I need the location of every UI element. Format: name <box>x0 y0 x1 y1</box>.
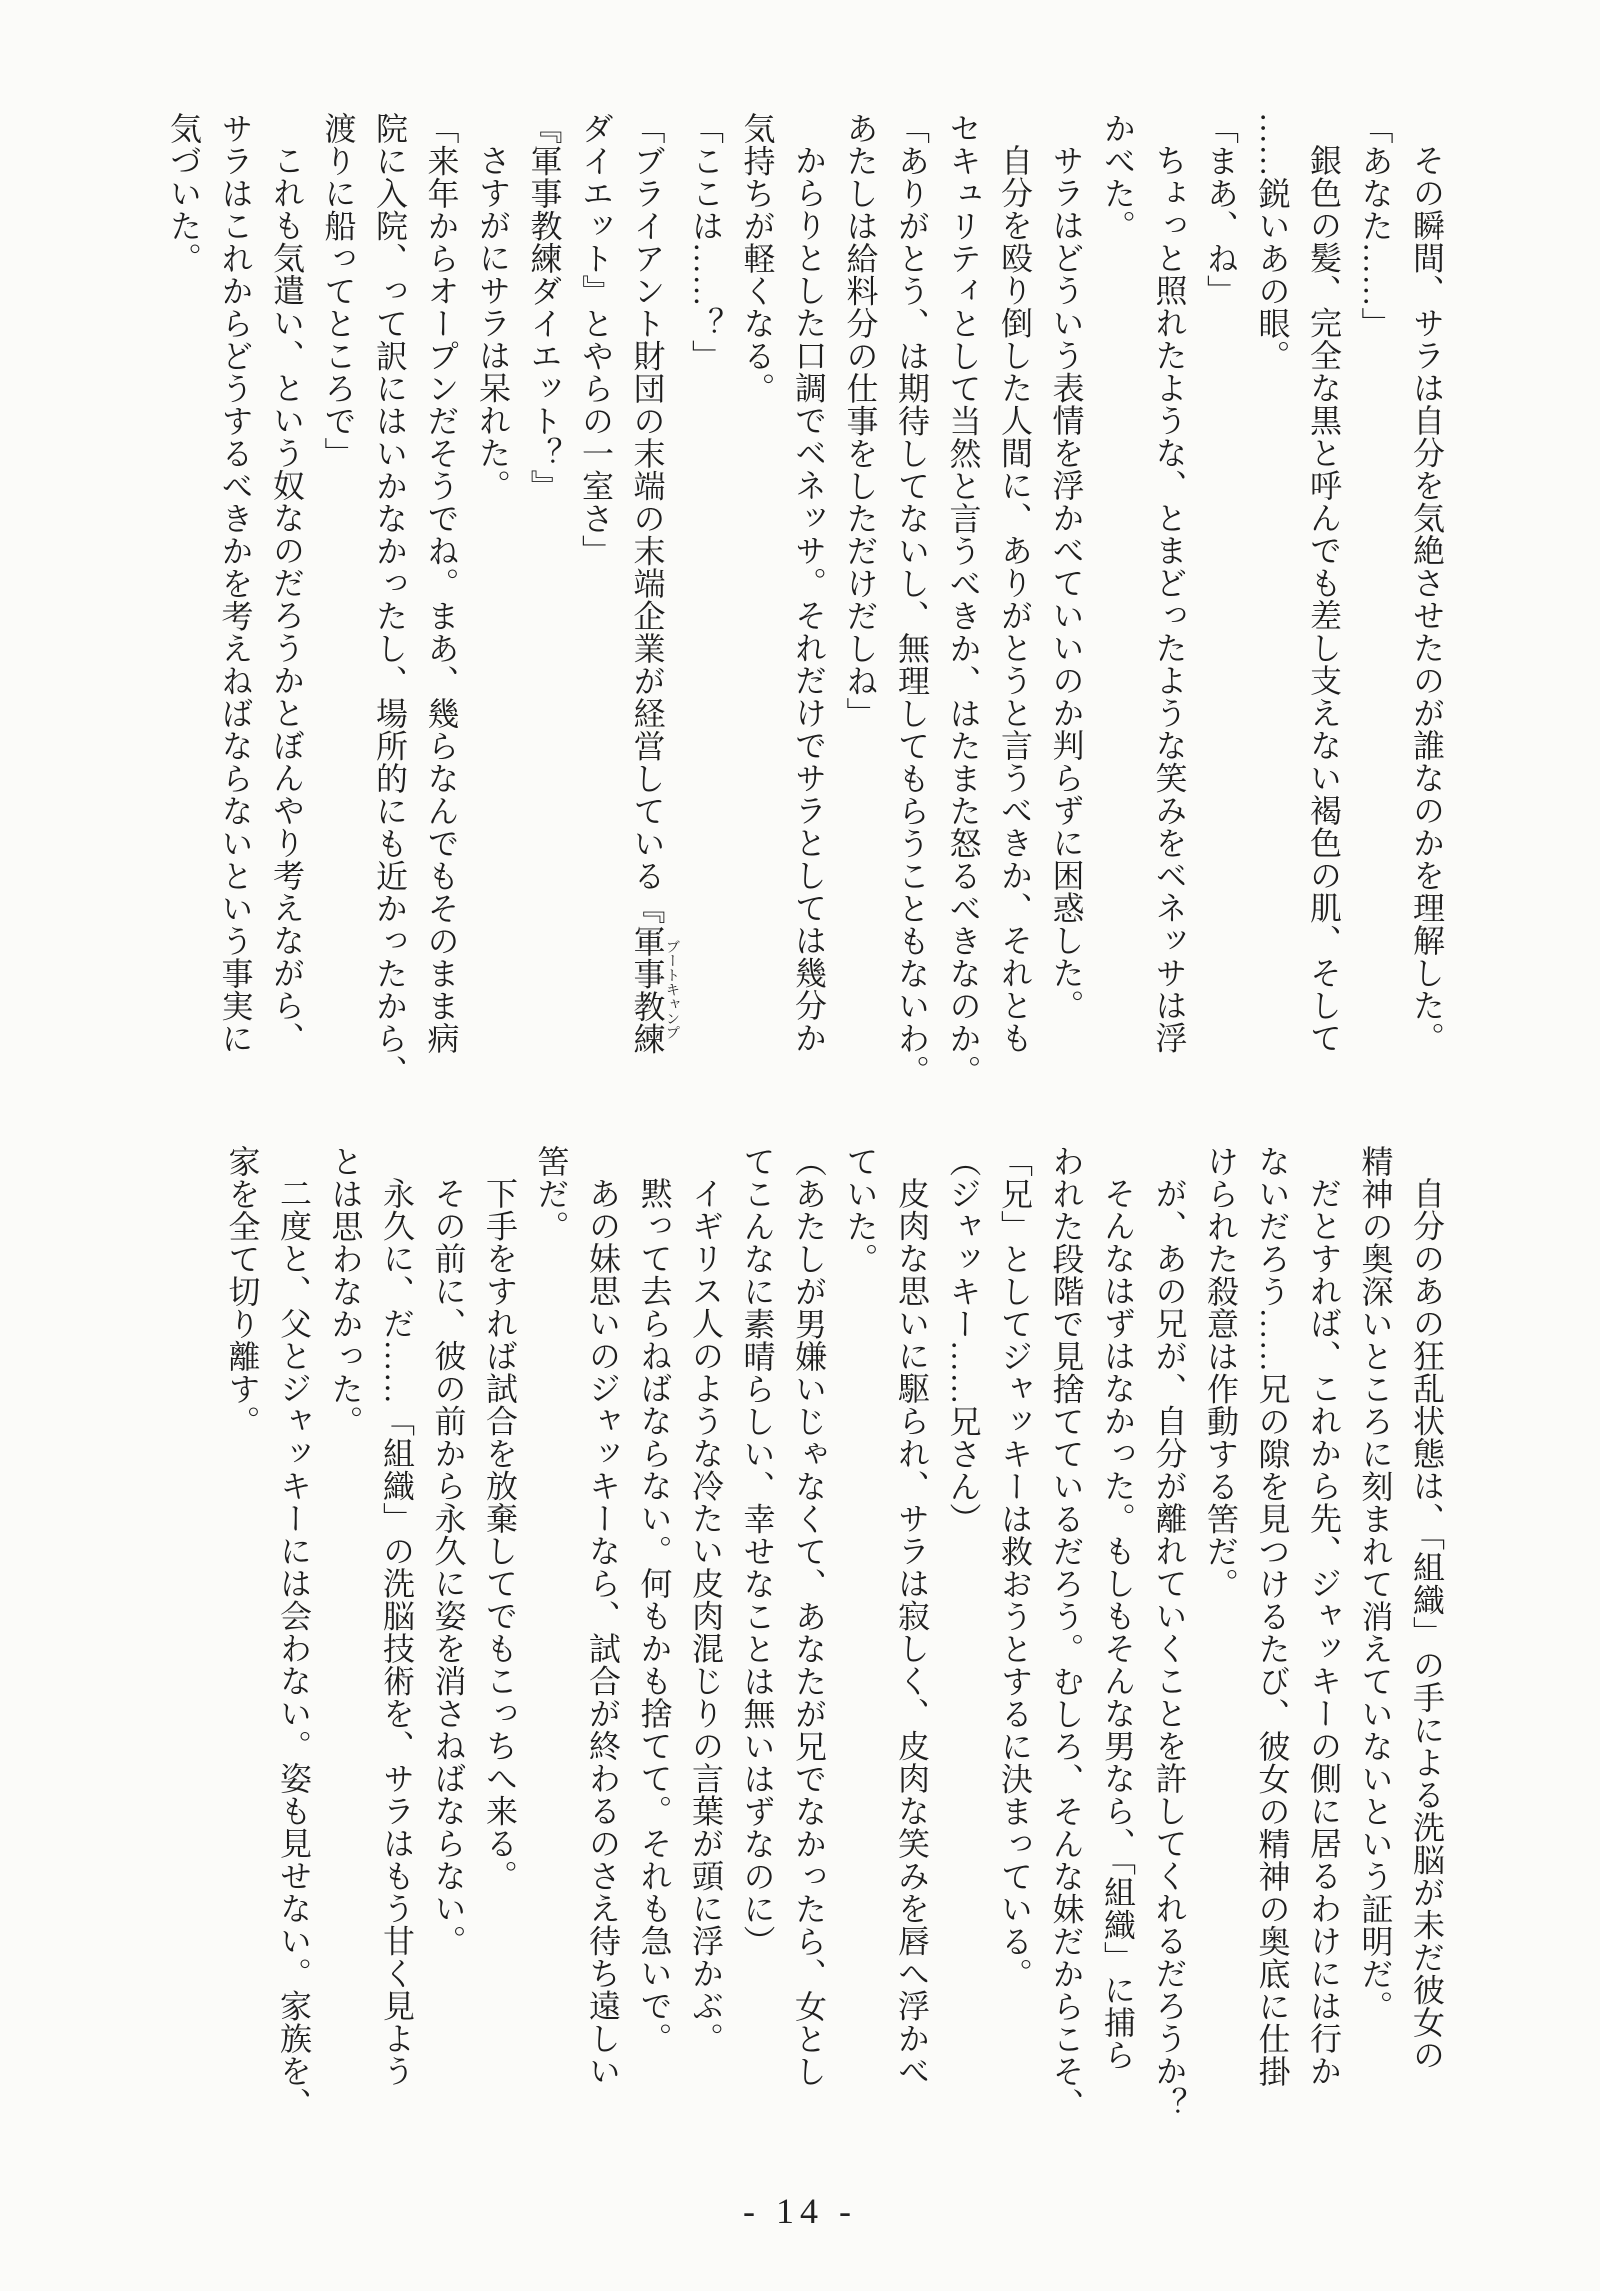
text-column: サラはこれからどうするべきかを考えねばならないという事実に <box>217 112 254 1055</box>
text-column: てこんなに素晴らしい、幸せなことは無いはずなのに） <box>739 1145 776 1958</box>
text-column: セキュリティとして当然と言うべきか、はたまた怒るべきなのか。 <box>945 112 982 1087</box>
text-column: かべた。 <box>1100 112 1136 242</box>
ruby-annotation: 軍事教練ブートキャンプ <box>629 924 680 1055</box>
text-column: そんなはずはなかった。もしもそんな男なら、「組織」に捕ら <box>1100 1177 1136 2071</box>
text-column: サラはどういう表情を浮かべていいのか判らずに困惑した。 <box>1048 144 1085 1022</box>
text-column: 皮肉な思いに駆られ、サラは寂しく、皮肉な笑みを唇へ浮かべ <box>894 1177 930 2087</box>
text-column: あの妹思いのジャッキーなら、試合が終わるのさえ待ち遠しい <box>585 1177 621 2087</box>
text-column: とは思わなかった。 <box>327 1145 364 1438</box>
text-column: 「ブライアント財団の末端の末端企業が経営している『軍事教練ブートキャンプ <box>629 112 680 1055</box>
text-column: ……鋭いあの眼。 <box>1254 112 1291 372</box>
text-column: イギリス人のような冷たい皮肉混じりの言葉が頭に浮かぶ。 <box>688 1177 724 2055</box>
text-column: 「あなた……」 <box>1357 112 1394 340</box>
text-column: 二度と、父とジャッキーには会わない。姿も見せない。家族を、 <box>276 1177 312 2120</box>
text-column: これも気遣い、という奴なのだろうかとぼんやり考えながら、 <box>269 144 305 1054</box>
text-column: 「来年からオープンだそうでね。まあ、幾らなんでもそのまま病 <box>423 112 460 1055</box>
text-column: 『軍事教練ダイエット？』 <box>526 112 563 502</box>
text-block-bottom <box>216 1145 1452 2170</box>
text-column: さすがにサラは呆れた。 <box>475 144 511 502</box>
text-column: その前に、彼の前から永久に姿を消さねばならない。 <box>430 1177 467 1957</box>
text-column: 銀色の髪、完全な黒と呼んでも差し支えない褐色の肌、そして <box>1306 144 1342 1054</box>
text-column: ダイエット』とやらの一室さ」 <box>578 112 614 567</box>
text-column: 下手をすれば試合を放棄してでもこっちへ来る。 <box>482 1177 518 1892</box>
text-column: 永久に、だ……「組織」の洗脳技術を、サラはもう甘く見よう <box>379 1177 415 2087</box>
text-column: からりとした口調でベネッサ。それだけでサラとしては幾分か <box>791 144 827 1054</box>
text-column: ていた。 <box>842 1145 879 1275</box>
text-column: 「ありがとう、は期待してないし、無理してもらうこともないわ。 <box>894 112 930 1087</box>
text-column: （ジャッキー……兄さん） <box>945 1145 982 1535</box>
text-column: 院に入院、って訳にはいかなかったし、場所的にも近かったから、 <box>372 112 408 1087</box>
text-block-top <box>158 112 1453 1102</box>
text-column: 筈だ。 <box>533 1145 570 1243</box>
text-column: 黙って去らねばならない。何もかも捨てて。それも急いで。 <box>636 1177 673 2055</box>
text-column: 自分のあの狂乱状態は、「組織」の手による洗脳が未だ彼女の <box>1409 1177 1445 2071</box>
text-column: ないだろう……兄の隙を見つけるたび、彼女の精神の奥底に仕掛 <box>1254 1145 1291 2088</box>
text-column: 気持ちが軽くなる。 <box>739 112 776 405</box>
text-column: （あたしが男嫌いじゃなくて、あなたが兄でなかったら、女とし <box>791 1145 827 2088</box>
text-column: が、あの兄が、自分が離れていくことを許してくれるだろうか？ <box>1151 1177 1188 2120</box>
text-column: 渡りに船ってところで」 <box>320 112 357 470</box>
text-column: けられた殺意は作動する筈だ。 <box>1203 1145 1239 1600</box>
text-column: 「兄」としてジャッキーは救おうとするに決まっている。 <box>997 1145 1033 1990</box>
text-column: その瞬間、サラは自分を気絶させたのが誰なのかを理解した。 <box>1409 144 1445 1054</box>
text-column: あたしは給料分の仕事をしただけだしね」 <box>842 112 879 730</box>
text-column: 気づいた。 <box>166 112 202 275</box>
text-column: われた段階で見捨てているだろう。むしろ、そんな妹だからこそ、 <box>1048 1145 1085 2120</box>
text-column: 自分を殴り倒した人間に、ありがとうと言うべきか、それとも <box>997 144 1033 1054</box>
page-number: - 14 - <box>743 2191 857 2231</box>
text-column: だとすれば、これから先、ジャッキーの側に居るわけには行か <box>1306 1177 1342 2087</box>
text-column: 精神の奥深いところに刻まれて消えていないという証明だ。 <box>1357 1145 1394 2023</box>
text-column: 「ここは……？」 <box>688 112 724 372</box>
text-column: 「まあ、ね」 <box>1203 112 1239 307</box>
text-column: ちょっと照れたような、とまどったような笑みをベネッサは浮 <box>1151 144 1188 1054</box>
text-column: 家を全て切り離す。 <box>224 1145 261 1438</box>
